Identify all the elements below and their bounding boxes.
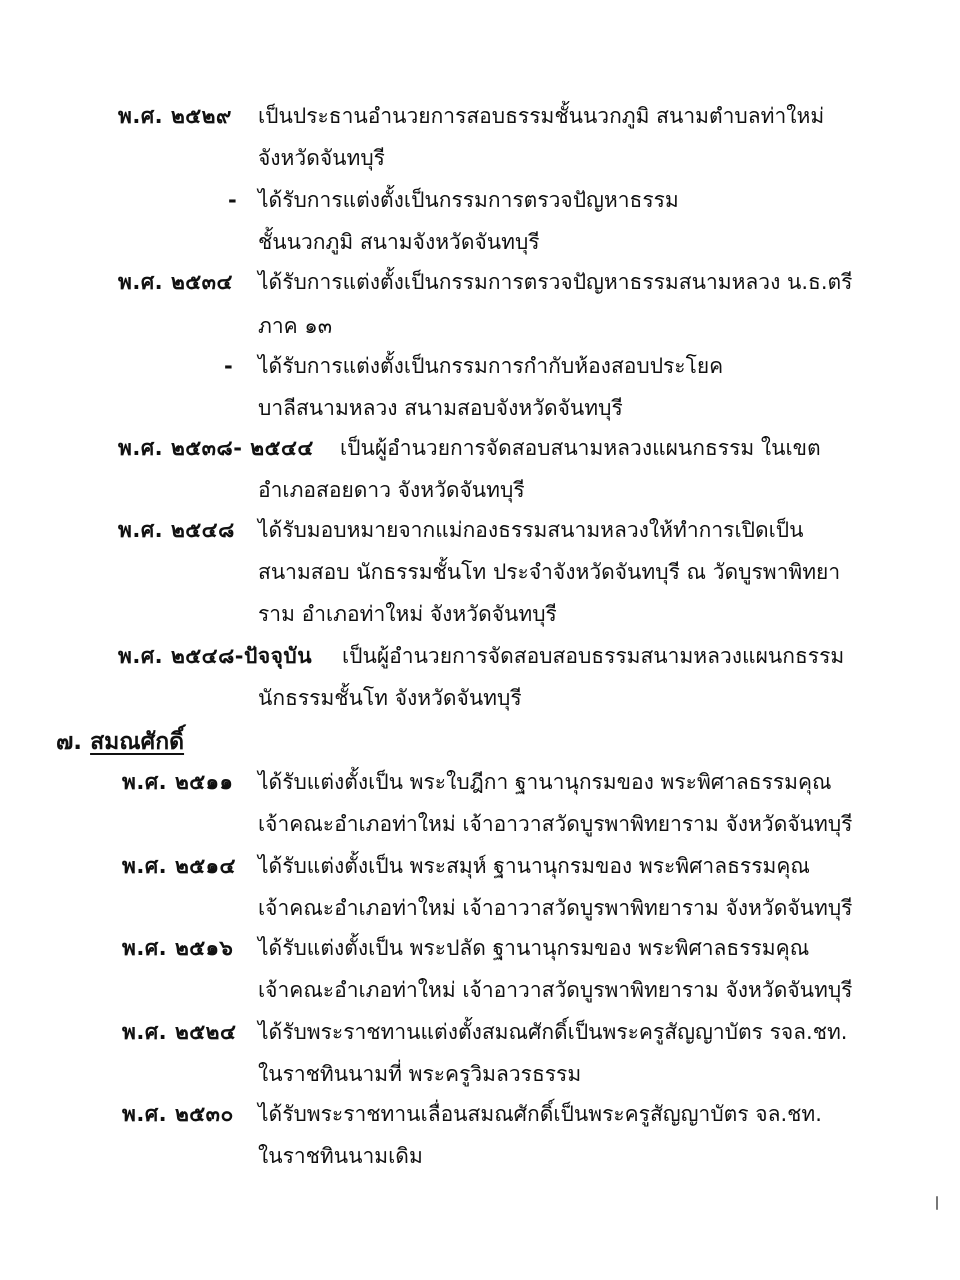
entry-text-line: ได้รับพระราชทานแต่งตั้งสมณศักดิ์เป็นพระครูสัญญาบัตร รจล.ชท.: [258, 1020, 848, 1044]
section-number: ๗.: [56, 729, 83, 755]
scan-mark: [936, 1196, 938, 1210]
year-label: พ.ศ. ๒๕๔๘: [118, 518, 235, 542]
entry-text-line: ได้รับการแต่งตั้งเป็นกรรมการตรวจปัญหาธรรม: [258, 188, 679, 212]
entry-text-line: ได้รับแต่งตั้งเป็น พระใบฎีกา ฐานานุกรมของ พระพิศาลธรรมคุณ: [258, 770, 832, 794]
bullet-dash: -: [228, 188, 237, 212]
entry-text-line: ในราชทินนามที่ พระครูวิมลวรธรรม: [258, 1062, 582, 1086]
year-label: พ.ศ. ๒๕๒๔: [122, 1020, 237, 1044]
entry-text-line: ได้รับพระราชทานเลื่อนสมณศักดิ์เป็นพระครูสัญญาบัตร จล.ชท.: [258, 1102, 822, 1126]
entry-text-line: ได้รับแต่งตั้งเป็น พระสมุห์ ฐานานุกรมของ พระพิศาลธรรมคุณ: [258, 854, 810, 878]
year-label: พ.ศ. ๒๕๓๘- ๒๕๔๔: [118, 436, 314, 460]
entry-text-line: ราม อำเภอท่าใหม่ จังหวัดจันทบุรี: [258, 602, 557, 626]
entry-text-line: เป็นผู้อำนวยการจัดสอบสอบธรรมสนามหลวงแผนกธรรม: [342, 644, 845, 668]
entry-text-line: เจ้าคณะอำเภอท่าใหม่ เจ้าอาวาสวัดบูรพาพิทยาราม จังหวัดจันทบุรี: [258, 896, 853, 920]
entry-text-line: ภาค ๑๓: [258, 314, 333, 338]
year-label: พ.ศ. ๒๕๑๑: [122, 770, 234, 794]
entry-text-line: ในราชทินนามเดิม: [258, 1144, 423, 1168]
entry-text-line: ได้รับมอบหมายจากแม่กองธรรมสนามหลวงให้ทำการเปิดเป็น: [258, 518, 804, 542]
year-label: พ.ศ. ๒๕๒๙: [118, 104, 232, 128]
year-label: พ.ศ. ๒๕๑๖: [122, 936, 234, 960]
entry-text-line: เป็นผู้อำนวยการจัดสอบสนามหลวงแผนกธรรม ในเขต: [340, 436, 821, 460]
entry-text-line: ได้รับแต่งตั้งเป็น พระปลัด ฐานานุกรมของ พระพิศาลธรรมคุณ: [258, 936, 810, 960]
entry-text-line: สนามสอบ นักธรรมชั้นโท ประจำจังหวัดจันทบุรี ณ วัดบูรพาพิทยา: [258, 560, 841, 584]
bullet-dash: -: [224, 354, 233, 378]
entry-text-line: ได้รับการแต่งตั้งเป็นกรรมการกำกับห้องสอบประโยค: [258, 354, 724, 378]
year-label: พ.ศ. ๒๕๓๔: [118, 270, 233, 294]
entry-text-line: ได้รับการแต่งตั้งเป็นกรรมการตรวจปัญหาธรรมสนามหลวง น.ธ.ตรี: [258, 270, 853, 294]
year-label: พ.ศ. ๒๕๓๐: [122, 1102, 234, 1126]
entry-text-line: อำเภอสอยดาว จังหวัดจันทบุรี: [258, 478, 525, 502]
entry-text-line: เจ้าคณะอำเภอท่าใหม่ เจ้าอาวาสวัดบูรพาพิทยาราม จังหวัดจันทบุรี: [258, 978, 853, 1002]
entry-text-line: เป็นประธานอำนวยการสอบธรรมชั้นนวกภูมิ สนามตำบลท่าใหม่: [258, 104, 825, 128]
entry-text-line: บาลีสนามหลวง สนามสอบจังหวัดจันทบุรี: [258, 396, 623, 420]
entry-text-line: จังหวัดจันทบุรี: [258, 146, 385, 170]
section-title: สมณศักดิ์: [90, 729, 185, 755]
section-heading: [56, 728, 184, 756]
entry-text-line: ชั้นนวกภูมิ สนามจังหวัดจันทบุรี: [258, 230, 540, 254]
entry-text-line: นักธรรมชั้นโท จังหวัดจันทบุรี: [258, 686, 522, 710]
year-label: พ.ศ. ๒๕๔๘-ปัจจุบัน: [118, 644, 313, 668]
entry-text-line: เจ้าคณะอำเภอท่าใหม่ เจ้าอาวาสวัดบูรพาพิทยาราม จังหวัดจันทบุรี: [258, 812, 853, 836]
year-label: พ.ศ. ๒๕๑๔: [122, 854, 236, 878]
